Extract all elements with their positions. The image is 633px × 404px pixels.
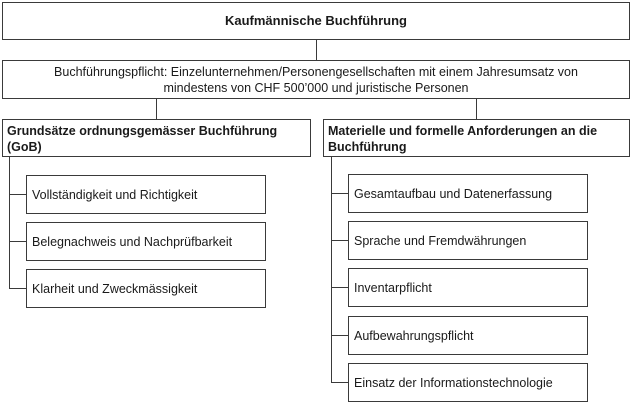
right-branch-tick-5 [331,382,348,383]
gob-item-3-box [26,269,266,308]
connector-duty-to-left [156,99,157,119]
requirement-item-4-label: Aufbewahrungspflicht [354,328,474,343]
left-branch-tick-1 [9,194,26,195]
requirements-header-box [323,119,630,157]
bookkeeping-duty-text: Buchführungspflicht: Einzelunternehmen/Personengesellschaften mit einem Jahresumsatz von mindestens von CHF 500’000 und juristische Personen [54,64,578,95]
left-branch-tick-3 [9,288,26,289]
requirement-item-5-label: Einsatz der Informationstechnologie [354,375,553,390]
gob-item-2-box [26,222,266,261]
diagram-title-box [2,2,630,40]
gob-header-box [2,119,311,157]
diagram-title: Kaufmännische Buchführung [224,13,407,28]
requirement-item-3-box [348,268,588,307]
gob-item-3-label: Klarheit und Zweckmässigkeit [32,281,198,296]
requirement-item-1-label: Gesamtaufbau und Datenerfassung [354,186,553,201]
right-branch-spine [331,157,332,383]
bookkeeping-duty-box [2,60,630,99]
gob-item-1-label: Vollständigkeit und Richtigkeit [32,187,198,202]
requirements-header-text: Materielle und formelle Anforderungen an die Buchführung [328,124,598,154]
right-branch-tick-4 [331,335,348,336]
requirement-item-4-box [348,316,588,355]
requirement-item-2-box [348,221,588,260]
connector-duty-to-right [476,99,477,119]
requirement-item-5-box [348,363,588,402]
right-branch-tick-2 [331,240,348,241]
left-branch-tick-2 [9,241,26,242]
gob-item-1-box [26,175,266,214]
gob-header-text: Grundsätze ordnungsgemässer Buchführung (GoB) [7,124,278,154]
connector-title-to-duty [316,40,317,60]
right-branch-tick-3 [331,287,348,288]
gob-item-2-label: Belegnachweis und Nachprüfbarkeit [32,234,233,249]
requirement-item-1-box [348,174,588,213]
requirement-item-2-label: Sprache und Fremdwährungen [354,233,527,248]
left-branch-spine [9,157,10,289]
right-branch-tick-1 [331,193,348,194]
requirement-item-3-label: Inventarpflicht [354,280,432,295]
